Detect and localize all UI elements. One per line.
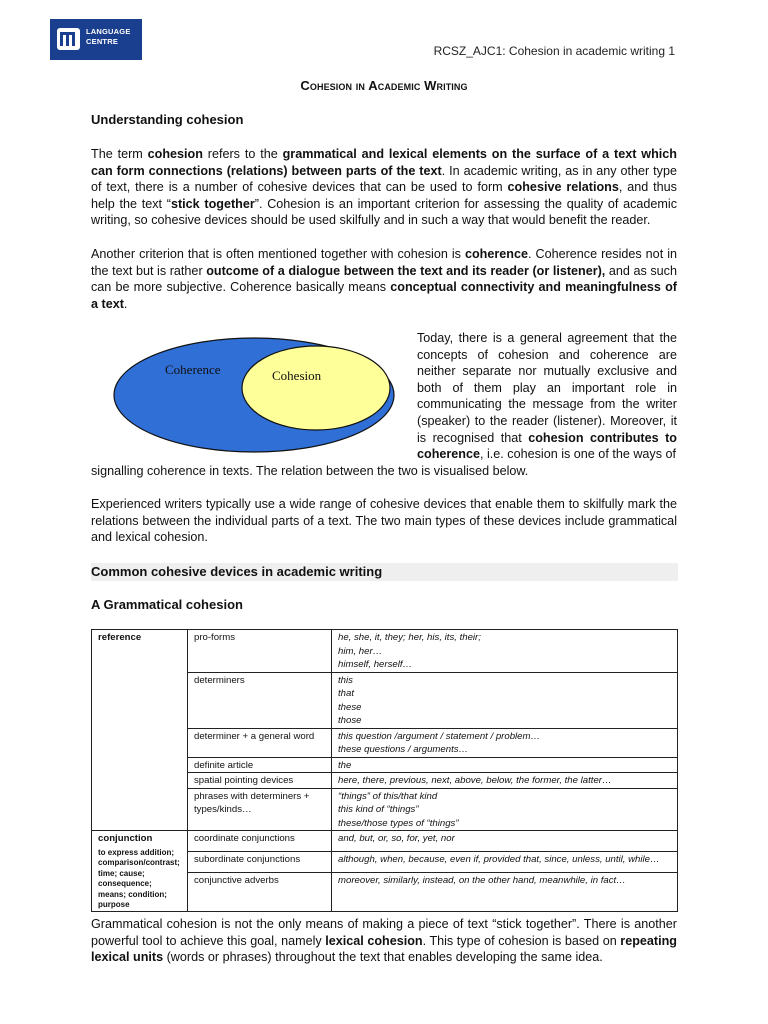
p1-bold: cohesive relations (507, 180, 619, 195)
device-type: definite article (188, 757, 332, 773)
example-line: these questions / arguments… (338, 744, 469, 755)
document-code: RCSZ_AJC1: Cohesion in academic writing 1 (433, 44, 675, 58)
example-line: moreover, similarly, instead, on the other hand, meanwhile, in fact… (338, 874, 626, 886)
p1-text: The term (91, 147, 148, 161)
p5-text: . This type of cohesion is based on (422, 933, 621, 948)
device-type: determiner + a general word (188, 728, 332, 757)
device-examples (332, 773, 678, 789)
example-line: here, there, previous, next, above, below, the former, the latter… (338, 775, 612, 786)
device-type: conjunctive adverbs (188, 872, 332, 911)
p2-text: . (123, 296, 128, 311)
example-line: this kind of “things” (338, 804, 419, 815)
section-heading-understanding: Understanding cohesion (91, 112, 244, 127)
p5-text: (words or phrases) throughout the text that enables developing the same idea. (163, 950, 603, 965)
p1-bold: stick together (170, 196, 255, 211)
p5-text: Grammatical cohesion is not the only means of making a piece of text “stick together”. There is another powerful tool to achieve this goal, namely (91, 917, 677, 948)
paragraph-experienced-writers: Experienced writers typically use a wide range of cohesive devices that enable them to skilfully mark the relations between the individual parts of a text. The two main types of these devices include grammatical and lexical cohesion. (91, 497, 677, 545)
category-reference: reference (92, 630, 188, 831)
p2-text: . Coherence resides not in the text but is rather (91, 247, 677, 278)
p1-text: refers to the (202, 147, 283, 161)
p2-text: and as such can be more subjective. Coherence basically means (91, 263, 677, 295)
paragraph-cohesion-definition (91, 146, 677, 229)
device-examples (332, 728, 678, 757)
example-line: and, but, or, so, for, yet, nor (338, 833, 455, 844)
p3-bold: cohesion contributes to coherence (417, 430, 677, 462)
device-examples (332, 630, 678, 673)
p1-bold: grammatical and lexical elements on the surface of a text which can form connections (relations) between parts of the text (91, 147, 677, 178)
example-line: these/those types of “things” (338, 817, 459, 829)
paragraph-coherence (91, 246, 677, 312)
cohesion-label: Cohesion (272, 368, 322, 383)
p2-bold: outcome of a dialogue between the text and its reader (or listener), (206, 263, 606, 278)
logo-text (86, 27, 131, 47)
example-line: that (338, 688, 355, 699)
paragraph-relation-continued: signalling coherence in texts. The relation between the two is visualised below. (91, 464, 529, 478)
example-line: those (338, 715, 362, 726)
p2-bold: conceptual connectivity and meaningfulness of a text (91, 280, 677, 311)
purpose-line: means; condition; (98, 889, 167, 899)
p5-bold: repeating lexical units (91, 933, 677, 965)
example-line: himself, herself… (338, 659, 413, 670)
example-line: this question /argument / statement / problem… (338, 730, 541, 742)
language-centre-logo (50, 19, 142, 60)
device-examples (332, 757, 678, 773)
cohesion-ellipse (242, 346, 390, 430)
conjunction-label: conjunction (98, 833, 153, 844)
logo-line2: CENTRE (86, 37, 119, 46)
p3-text: Today, there is a general agreement that the concepts of cohesion and coherence are neither separate nor mutually exclusive and both of them play an important role in communicating the message from the writer (speaker) to the reader (listener). Moreover, it is recognised that (417, 331, 677, 445)
university-logo-icon (57, 28, 80, 50)
grammatical-cohesion-table (91, 629, 678, 912)
page-title: Cohesion in Academic Writing (300, 78, 468, 93)
device-type: coordinate conjunctions (188, 831, 332, 852)
device-examples (332, 872, 678, 911)
example-line: him, her… (338, 645, 383, 657)
purpose-line: to express addition; (98, 847, 175, 857)
device-examples (332, 672, 678, 728)
device-examples (332, 851, 678, 872)
paragraph-relation-right (417, 330, 677, 463)
category-conjunction (92, 831, 188, 912)
example-line: “things” of this/that kind (338, 790, 438, 802)
p3-text: , i.e. cohesion is one of the ways of (480, 447, 677, 462)
device-type: phrases with determiners + types/kinds… (188, 788, 332, 831)
section-heading-devices: Common cohesive devices in academic writing (91, 564, 383, 579)
example-line: the (338, 759, 352, 771)
device-type: subordinate conjunctions (188, 851, 332, 872)
p1-text: , and thus help the text “ (91, 180, 677, 211)
p2-text: Another criterion that is often mentioned together with cohesion is (91, 247, 465, 261)
p1-bold: cohesion (147, 147, 203, 161)
p2-bold: coherence (464, 247, 528, 261)
cohesion-coherence-diagram (112, 333, 402, 459)
example-line: these (338, 701, 362, 713)
example-line: this (338, 674, 353, 686)
purpose-line: time; cause; (98, 868, 145, 878)
device-examples (332, 831, 678, 852)
purpose-line: consequence; (98, 879, 152, 888)
example-line: although, when, because, even if, provided that, since, unless, until, while… (338, 853, 660, 865)
purpose-line: comparison/contrast; (98, 858, 180, 867)
table-row (92, 831, 678, 852)
logo-line1: LANGUAGE (86, 27, 131, 36)
device-examples (332, 788, 678, 831)
device-type: determiners (188, 672, 332, 728)
paragraph-lexical-cohesion (91, 916, 677, 966)
example-line: he, she, it, they; her, his, its, their; (338, 632, 481, 643)
device-type: spatial pointing devices (188, 773, 332, 789)
p5-bold: lexical cohesion (325, 933, 423, 948)
conjunction-purposes (98, 848, 182, 911)
purpose-line: purpose (98, 900, 130, 909)
p1-text: . In academic writing, as in any other type of text, there is a number of cohesive devices that can be used to form (91, 163, 677, 195)
device-type: pro-forms (188, 630, 332, 673)
section-heading-grammatical: A Grammatical cohesion (91, 597, 243, 612)
coherence-label: Coherence (165, 362, 221, 377)
p1-text: ”. Cohesion is an important criterion for assessing the quality of academic writing, so cohesive devices should be used skilfully and in such a way that would benefit the reader. (91, 196, 677, 228)
table-row (92, 630, 678, 673)
